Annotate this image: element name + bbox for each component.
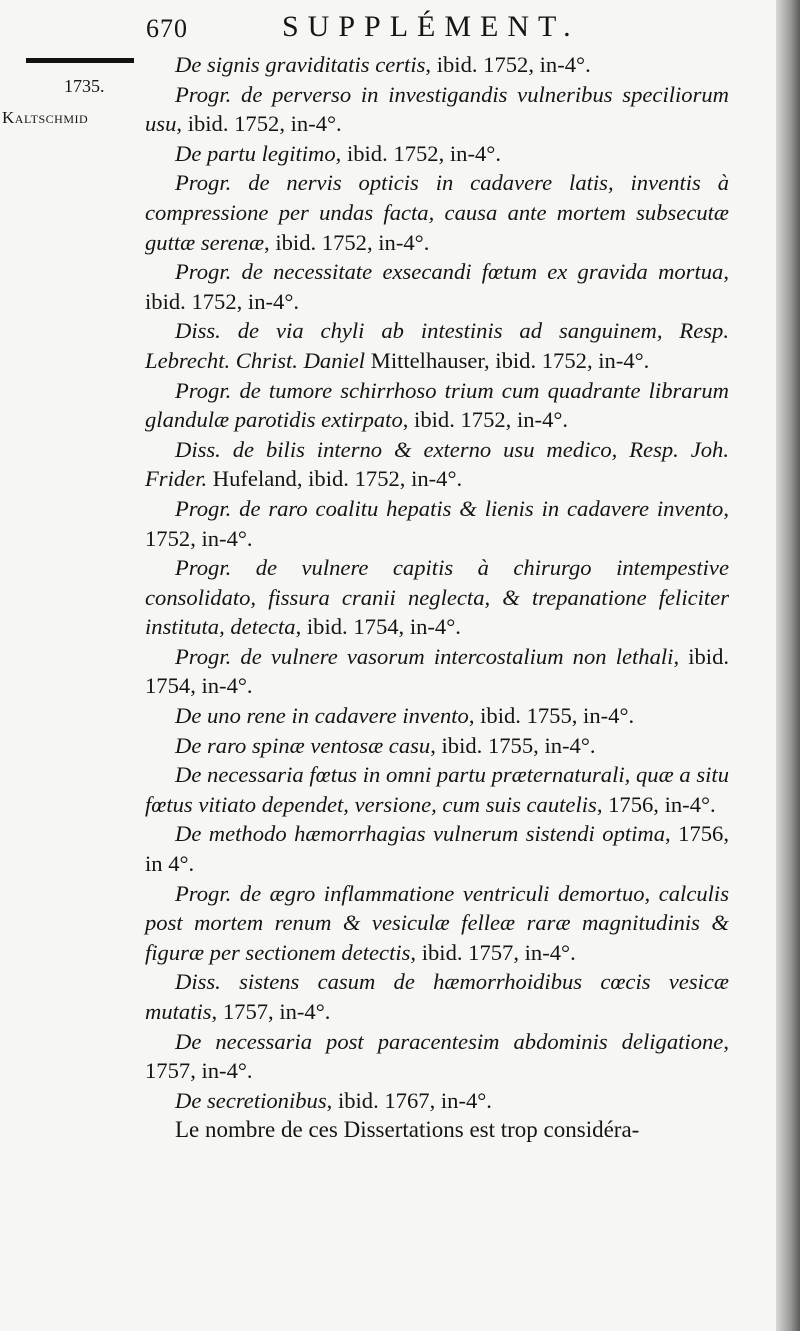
entry-details: Mittelhauser, ibid. 1752, in-4°. [365, 347, 650, 373]
entry-title: Progr. de raro coalitu hepatis & lienis in cadavere invento [175, 495, 724, 521]
bibliography-list [145, 50, 729, 1145]
running-head: SUPPLÉMENT. [282, 10, 580, 43]
entry-title: Progr. de vulnere capitis à chirurgo intempestive consolidato, fissura cranii neglecta, & trepanatione feliciter instituta, detecta [145, 555, 729, 640]
entry-details: , 1756, in-4°. [596, 791, 716, 817]
entry-details: , ibid. 1752, in-4°. [402, 407, 569, 433]
header-rule [26, 58, 134, 63]
bibliography-entry [145, 50, 729, 80]
entry-details: , ibid. 1752, in-4°. [264, 229, 430, 255]
entry-details: , 1757, in-4°. [145, 1028, 729, 1084]
bibliography-entry [145, 494, 729, 553]
entry-details: , 1752, in-4°. [145, 495, 729, 551]
entry-details: Hufeland, ibid. 1752, in-4°. [207, 466, 463, 492]
bibliography-entry [145, 642, 729, 701]
margin-year: 1735. [64, 76, 105, 96]
bibliography-entry [145, 879, 729, 968]
entry-title: Progr. de perverso in investigandis vulneribus speciliorum usu [145, 81, 729, 137]
entry-details: , 1756, in 4°. [145, 821, 729, 877]
entry-title: Progr. de vulnere vasorum intercostalium non lethali [175, 643, 674, 669]
bibliography-entry [145, 1027, 729, 1086]
entry-details: , ibid. 1752, in-4°. [176, 111, 342, 137]
bibliography-entry [145, 819, 729, 878]
entry-details: , ibid. 1755, in-4°. [468, 703, 635, 729]
entry-title: Progr. de tumore schirrhoso trium cum quadrante librarum glandulæ parotidis extirpato [145, 377, 729, 433]
entry-details: , ibid. 1754, in-4°. [295, 614, 461, 640]
bibliography-entry [145, 257, 729, 316]
entry-details: , 1757, in-4°. [211, 999, 331, 1024]
entry-title: De necessaria fœtus in omni partu præternaturali, quæ a situ fœtus vitiato dependet, versione, cum suis cautelis [145, 762, 729, 817]
entry-title: De secretionibus [175, 1087, 327, 1113]
entry-title: De uno rene in cadavere invento [175, 703, 469, 729]
closing-sentence: Le nombre de ces Dissertations est trop considéra- [175, 1117, 640, 1143]
entry-title: De partu legitimo [175, 140, 336, 166]
bibliography-entry [145, 701, 729, 731]
bibliography-entry [145, 80, 729, 139]
margin-author: Kaltschmid [2, 108, 89, 127]
bibliography-entry [145, 316, 729, 375]
entry-details: , ibid. 1752, in-4°. [145, 259, 729, 314]
entry-title: De methodo hæmorrhagias vulnerum sistendi optima [175, 821, 666, 847]
bibliography-entry [145, 435, 729, 494]
bibliography-entry [145, 376, 729, 435]
entry-title: Progr. de ægro inflammatione ventriculi demortuo, calculis post mortem renum & vesiculæ felleæ raræ magnitudinis & figuræ per sectionem detectis [145, 880, 729, 965]
entry-title: De signis graviditatis certis [175, 52, 426, 77]
bibliography-entry [145, 967, 729, 1026]
entry-title: Progr. de necessitate exsecandi fœtum ex gravida mortua [175, 259, 724, 285]
bibliography-entry [145, 1086, 729, 1116]
entry-details: , ibid. 1752, in-4°. [425, 52, 591, 77]
entry-title: Diss. de via chyli ab intestinis ad sanguinem, Resp. Lebrecht. Christ. Daniel [145, 318, 729, 373]
entry-title: Diss. sistens casum de hæmorrhoidibus cœcis vesicæ mutatis [145, 969, 729, 1024]
entry-details: , ibid. 1755, in-4°. [430, 732, 596, 758]
entry-details: , ibid. 1752, in-4°. [335, 140, 501, 166]
bibliography-entry [145, 139, 729, 169]
bibliography-entry [145, 731, 729, 761]
bibliography-entry [145, 553, 729, 642]
bibliography-entry [145, 168, 729, 257]
entry-title: De necessaria post paracentesim abdominis deligatione [175, 1028, 724, 1054]
bibliography-entry [145, 760, 729, 819]
page-number: 670 [146, 14, 188, 43]
entry-details: , ibid. 1767, in-4°. [326, 1087, 492, 1113]
entry-title: Diss. de bilis interno & externo usu medico, Resp. Joh. Frider. [145, 436, 729, 492]
page-edge-shadow [776, 0, 800, 1331]
entry-details: , ibid. 1757, in-4°. [410, 939, 576, 965]
entry-details: , ibid. 1754, in-4°. [145, 643, 730, 699]
entry-title: Progr. de nervis opticis in cadavere latis, inventis à compressione per undas facta, causa ante mortem subsecutæ guttæ serenæ [145, 170, 729, 255]
entry-title: De raro spinæ ventosæ casu [175, 732, 431, 758]
